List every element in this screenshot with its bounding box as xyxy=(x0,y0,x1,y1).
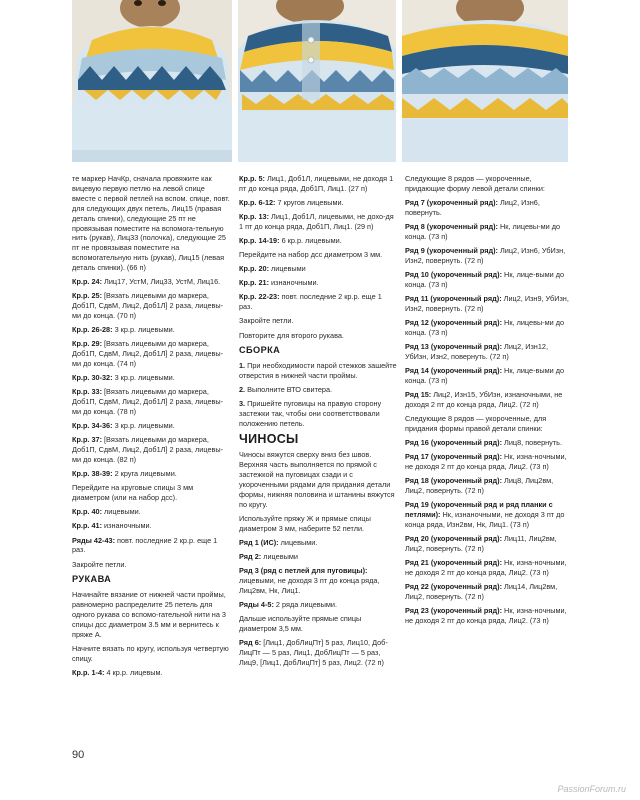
row-text: Лиц8, повернуть. xyxy=(502,438,562,447)
row-label: Ряды 42-43: xyxy=(72,535,116,545)
instruction-paragraph xyxy=(239,331,397,341)
instruction-paragraph xyxy=(239,566,397,596)
row-label: Ряд 7 (укороченный ряд): xyxy=(405,198,498,207)
row-label: Ряд 12 (укороченный ряд): xyxy=(405,318,503,327)
row-text: Пришейте пуговицы на правую сторону застежки так, чтобы они соответствовали положению петель. xyxy=(239,399,382,429)
row-label: Ряд 6: xyxy=(239,637,262,647)
row-label: Ряд 20 (укороченный ряд): xyxy=(405,534,503,543)
instruction-paragraph xyxy=(239,361,397,381)
row-text: повт. последние 2 кр.р. еще 1 раз. xyxy=(72,535,218,555)
row-label: 3. xyxy=(239,399,246,409)
row-label: Кр.р. 40: xyxy=(72,507,102,517)
instruction-paragraph xyxy=(405,438,570,448)
instruction-paragraph xyxy=(239,600,397,610)
row-label: Кр.р. 13: xyxy=(239,212,269,222)
row-text: [Вязать лицевыми до маркера, Доб1П, СдвМ, Лиц2, Доб1Л] 2 раза, лицевы-ми до конца. (74 п) xyxy=(72,339,224,369)
column-1 xyxy=(72,174,230,682)
instruction-paragraph xyxy=(239,264,397,274)
row-text: лицевыми xyxy=(261,551,298,561)
row-text: Лиц2, Изн6, повернуть. xyxy=(405,198,540,217)
row-label: Ряд 13 (укороченный ряд): xyxy=(405,342,503,351)
row-text: [Вязать лицевыми до маркера, Доб1П, СдвМ, Лиц2, Доб1Л] 2 раза, лицевы-ми до конца. (70 п) xyxy=(72,291,224,321)
row-text: Нк, лицевы-ми до конца. (73 п) xyxy=(405,318,565,337)
row-label: Ряд 16 (укороченный ряд): xyxy=(405,438,503,447)
instruction-paragraph xyxy=(239,399,397,429)
row-text: Начните вязать по кругу, используя четвертую спицу. xyxy=(72,644,229,663)
row-label: Кр.р. 25: xyxy=(72,291,102,301)
instruction-paragraph xyxy=(72,277,230,287)
row-text: Лиц14, Лиц2вм, Лиц2, повернуть. (72 п) xyxy=(405,582,558,601)
row-text: Нк, изна-ночными, не доходя 2 пт до конца ряда, Лиц2. (73 п) xyxy=(405,558,567,577)
row-text: Лиц1, Доб1Л, лицевыми, не дохо-дя 1 пт до конца ряда, Доб1П, Лиц1. (29 п) xyxy=(239,212,394,231)
row-text: Лиц8, Лиц2вм, Лиц2, повернуть. (72 п) xyxy=(405,476,554,495)
instruction-paragraph xyxy=(72,668,230,678)
row-text: Лиц1, Доб1Л, лицевыми, не доходя 1 пт до конца ряда, Доб1П, Лиц1. (27 п) xyxy=(239,174,394,193)
row-label: Кр.р. 1-4: xyxy=(72,668,105,678)
instruction-paragraph xyxy=(405,476,570,496)
instruction-paragraph xyxy=(405,342,570,362)
row-text: Нк, лице-выми до конца. (73 п) xyxy=(405,366,565,385)
row-text: 2 ряда лицевыми. xyxy=(273,599,338,609)
instruction-paragraph xyxy=(239,638,397,668)
column-2 xyxy=(239,174,397,672)
row-text: 4 кр.р. лицевым. xyxy=(104,668,163,678)
instruction-paragraph xyxy=(239,212,397,232)
row-text: [Лиц1, ДобЛицПт] 5 раз, Лиц10, Доб-ЛицПт — 5 раз, Лиц1, ДобЛицПт — 5 раз, Лиц9, [Лиц1, ДобЛицПт] 5 раз, Лиц2. (72 п) xyxy=(239,637,388,667)
column-3 xyxy=(405,174,570,630)
row-text: Нк, лице-выми до конца. (73 п) xyxy=(405,270,565,289)
row-text: 3 кр.р. лицевыми. xyxy=(112,421,175,431)
row-text: изнаночными. xyxy=(269,278,319,288)
row-text: Следующие 8 рядов — укороченные, придающие форму левой детали спинки: xyxy=(405,174,545,193)
instruction-paragraph xyxy=(405,366,570,386)
row-text: 2 круга лицевыми. xyxy=(112,469,177,479)
row-label: Ряд 18 (укороченный ряд): xyxy=(405,476,503,486)
instruction-paragraph xyxy=(405,390,570,410)
instruction-paragraph xyxy=(239,174,397,194)
row-label: Ряд 2: xyxy=(239,551,262,561)
row-label: Кр.р. 41: xyxy=(72,521,102,531)
row-text: Лиц11, Лиц2вм, Лиц2, повернуть. (72 п) xyxy=(405,534,557,553)
row-label: Ряд 17 (укороченный ряд): xyxy=(405,452,503,462)
row-text: Нк, изна-ночными, не доходя 2 пт до конца ряда, Лиц2. (73 п) xyxy=(405,452,567,471)
instruction-paragraph xyxy=(405,534,570,554)
instruction-paragraph xyxy=(405,558,570,578)
instruction-paragraph xyxy=(72,174,230,273)
row-text: лицевыми. xyxy=(102,507,141,517)
row-label: 1. xyxy=(239,361,246,371)
instruction-paragraph xyxy=(405,270,570,290)
watermark: PassionForum.ru xyxy=(557,784,626,794)
instruction-paragraph xyxy=(72,536,230,556)
instruction-paragraph xyxy=(239,552,397,562)
row-label: Ряд 23 (укороченный ряд): xyxy=(405,606,503,615)
instruction-paragraph xyxy=(405,174,570,194)
row-text: 7 кругов лицевыми. xyxy=(275,198,344,207)
row-text: Начинайте вязание от нижней части проймы, равномерно распределите 25 петель для одного рукава со вспомо-гательной нити на 3 спицы дсс диаметром 3.5 мм и вернитесь к пряже А. xyxy=(72,590,226,639)
row-text: Лиц17, УстМ, Лиц33, УстМ, Лиц16. xyxy=(102,277,221,287)
row-label: Кр.р. 5: xyxy=(239,174,265,183)
row-text: Лиц2, Изн12, УбИзн, Изн2, повернуть. (72 п) xyxy=(405,342,548,361)
row-text: те маркер НачКр, сначала провяжите как вицевую первую петлю на левой спице вместе с первой петлей на вспом. спице, повт. для следующих двух петель, Лиц15 (правая деталь спинки), следующие 25 пт не провязывая поместите на вспомога-тельную нить (рукав), Лиц33 (полочка), следующие 25 пт не провязывая поместите на вспомогательную нить (рукав), Лиц15 (левая деталь спинки). (66 п) xyxy=(72,174,230,273)
row-text: Перейдите на набор дсс диаметром 3 мм. xyxy=(239,250,383,260)
instruction-paragraph xyxy=(72,560,230,570)
row-label: Ряд 22 (укороченный ряд): xyxy=(405,582,503,591)
row-text: 3 кр.р. лицевыми. xyxy=(112,325,175,335)
photo-right xyxy=(402,0,568,162)
row-label: Кр.р. 21: xyxy=(239,278,269,288)
photo-middle xyxy=(238,0,396,162)
row-text: Повторите для второго рукава. xyxy=(239,330,344,340)
row-label: Ряд 21 (укороченный ряд): xyxy=(405,558,503,567)
row-text: Перейдите на круговые спицы 3 мм диаметром (или на набор дсс). xyxy=(72,483,194,503)
instruction-paragraph xyxy=(405,222,570,242)
row-label: Кр.р. 20: xyxy=(239,264,269,274)
row-text: Нк, изнаночными, не доходя 3 пт до конца ряда, Изн2вм, Нк, Лиц1. (73 п) xyxy=(405,510,565,529)
instruction-paragraph xyxy=(239,250,397,260)
row-label: Ряд 19 (укороченный ряд и ряд планки с петлями): xyxy=(405,500,553,519)
row-label: Кр.р. 37: xyxy=(72,435,102,445)
row-text: Лиц2, Изн15, УбИзн, изнаночными, не доходя 2 пт до конца ряда, Лиц2. (72 п) xyxy=(405,390,563,409)
row-text: Закройте петли. xyxy=(239,316,294,326)
row-text: При необходимости парой стежков зашейте отверстия в нижней части проймы. xyxy=(239,361,397,381)
section-heading: РУКАВА xyxy=(72,574,112,585)
row-text: изнаночными. xyxy=(102,521,152,531)
row-label: 2. xyxy=(239,385,246,395)
instruction-paragraph xyxy=(239,292,397,312)
instruction-paragraph xyxy=(405,294,570,314)
row-label: Кр.р. 24: xyxy=(72,277,102,287)
row-text: Используйте пряжу Ж и прямые спицы диаметром 3 мм, наберите 52 петли. xyxy=(239,513,371,533)
instruction-paragraph xyxy=(405,414,570,434)
instruction-paragraph xyxy=(239,450,397,509)
row-text: Лиц2, Изн9, УбИзн, Изн2, повернуть. (72 п) xyxy=(405,294,569,313)
row-text: повт. последние 2 кр.р. еще 1 раз. xyxy=(239,292,382,312)
row-label: Ряд 14 (укороченный ряд): xyxy=(405,366,503,375)
instruction-paragraph xyxy=(72,339,230,369)
row-label: Ряд 11 (укороченный ряд): xyxy=(405,294,502,303)
instruction-paragraph xyxy=(72,435,230,465)
instruction-paragraph xyxy=(405,198,570,218)
row-label: Кр.р. 26-28: xyxy=(72,325,113,335)
row-label: Кр.р. 34-36: xyxy=(72,421,113,431)
row-text: [Вязать лицевыми до маркера, Доб1П, СдвМ, Лиц2, Доб1Л] 2 раза, лицевы-ми до конца. (78 п) xyxy=(72,387,224,417)
instruction-paragraph xyxy=(239,236,397,246)
row-text: Нк, изна-ночными, не доходя 2 пт до конца ряда, Лиц2. (73 п) xyxy=(405,606,567,625)
section-heading: ЧИНОСЫ xyxy=(239,432,299,447)
instruction-paragraph xyxy=(72,483,230,503)
row-text: Закройте петли. xyxy=(72,559,127,569)
instruction-paragraph xyxy=(405,452,570,472)
row-text: лицевыми. xyxy=(278,537,318,547)
instruction-paragraph xyxy=(405,606,570,626)
instruction-paragraph xyxy=(72,644,230,664)
row-label: Кр.р. 33: xyxy=(72,387,102,397)
instruction-paragraph xyxy=(405,318,570,338)
instruction-paragraph xyxy=(405,582,570,602)
instruction-paragraph xyxy=(72,373,230,383)
row-text: Лиц2, Изн6, УбИзн, Изн2, повернуть. (72 п) xyxy=(405,246,566,265)
photo-strip xyxy=(0,0,640,162)
instruction-paragraph xyxy=(72,521,230,531)
row-label: Кр.р. 29: xyxy=(72,339,102,349)
row-text: 6 кр.р. лицевыми. xyxy=(279,236,342,246)
row-text: лицевыми xyxy=(269,264,306,274)
row-label: Ряд 10 (укороченный ряд): xyxy=(405,270,503,279)
instruction-paragraph xyxy=(72,421,230,431)
instruction-paragraph xyxy=(239,198,397,208)
instruction-paragraph xyxy=(72,291,230,321)
instruction-paragraph xyxy=(239,316,397,326)
instruction-paragraph xyxy=(239,385,397,395)
row-label: Ряд 9 (укороченный ряд): xyxy=(405,246,498,255)
row-text: Чиносы вяжутся сверху вниз без швов. Верхняя часть выполняется по прямой с застежкой на пуговицах сзади и с укороченными рядами для придания детали формы, нижняя половина и штанины вяжутся по кругу. xyxy=(239,450,395,509)
row-label: Ряд 3 (ряд с петлей для пуговицы): xyxy=(239,565,368,575)
instruction-paragraph xyxy=(72,325,230,335)
row-text: 3 кр.р. лицевыми. xyxy=(112,373,175,383)
row-label: Кр.р. 6-12: xyxy=(239,198,276,207)
row-label: Ряд 15: xyxy=(405,390,432,399)
row-text: Дальше используйте прямые спицы диаметром 3,5 мм. xyxy=(239,613,362,633)
photo-left xyxy=(72,0,232,162)
instruction-paragraph xyxy=(72,387,230,417)
instruction-paragraph xyxy=(72,507,230,517)
section-heading: СБОРКА xyxy=(239,345,281,356)
instruction-paragraph xyxy=(405,246,570,266)
instruction-paragraph xyxy=(405,500,570,530)
row-label: Кр.р. 38-39: xyxy=(72,469,113,479)
row-label: Ряд 1 (ИС): xyxy=(239,537,279,547)
instruction-paragraph xyxy=(239,614,397,634)
row-text: Следующие 8 рядов — укороченные, для придания формы правой детали спинки: xyxy=(405,414,547,433)
row-label: Ряд 8 (укороченный ряд): xyxy=(405,222,498,231)
instruction-paragraph xyxy=(72,469,230,479)
row-text: [Вязать лицевыми до маркера, Доб1П, СдвМ, Лиц2, Доб1Л] 2 раза, лицевы-ми до конца. (82 п) xyxy=(72,435,224,465)
row-label: Ряды 4-5: xyxy=(239,599,274,609)
row-label: Кр.р. 14-19: xyxy=(239,236,280,246)
row-label: Кр.р. 30-32: xyxy=(72,373,113,383)
instruction-paragraph xyxy=(239,278,397,288)
instruction-paragraph xyxy=(239,514,397,534)
row-text: Выполните ВТО свитера. xyxy=(245,385,333,395)
row-text: Нк, лицевы-ми до конца. (73 п) xyxy=(405,222,561,241)
row-label: Кр.р. 22-23: xyxy=(239,292,280,302)
row-text: лицевыми, не доходя 3 пт до конца ряда, Лиц2вм, Нк, Лиц1. xyxy=(239,575,380,595)
instruction-paragraph xyxy=(239,538,397,548)
page-number: 90 xyxy=(72,749,85,761)
instruction-paragraph xyxy=(72,590,230,640)
